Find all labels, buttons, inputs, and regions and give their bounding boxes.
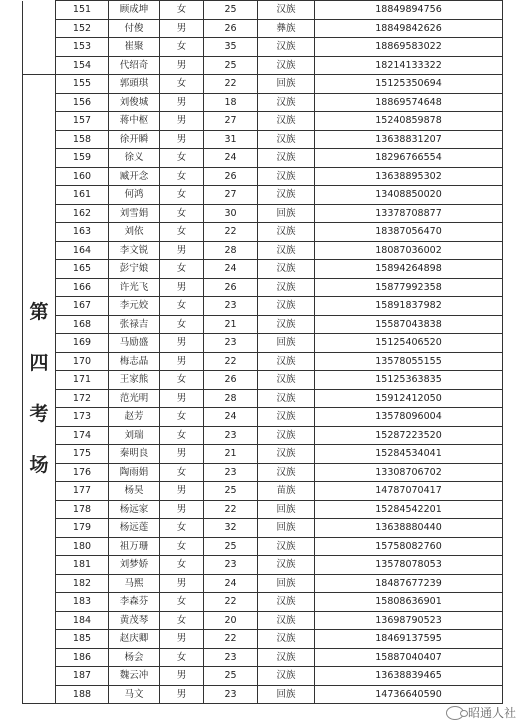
cell-gender: 女 (160, 297, 204, 316)
cell-name: 梅志晶 (109, 352, 160, 371)
cell-age: 35 (204, 38, 258, 57)
cell-gender: 男 (160, 334, 204, 353)
cell-age: 31 (204, 130, 258, 149)
cell-name: 刘雪娟 (109, 204, 160, 223)
table-row (23, 630, 503, 649)
cell-ethnicity: 汉族 (258, 593, 315, 612)
cell-ethnicity: 彝族 (258, 19, 315, 38)
cell-name: 徐义 (109, 149, 160, 168)
cell-phone: 15891837982 (315, 297, 503, 316)
cell-name: 蒋中枢 (109, 112, 160, 131)
cell-gender: 女 (160, 648, 204, 667)
cell-ethnicity: 汉族 (258, 408, 315, 427)
cell-ethnicity: 汉族 (258, 611, 315, 630)
cell-no: 185 (56, 630, 109, 649)
table-row (23, 611, 503, 630)
table-row (23, 315, 503, 334)
cell-name: 秦明良 (109, 445, 160, 464)
cell-age: 23 (204, 297, 258, 316)
cell-age: 23 (204, 426, 258, 445)
table-row (23, 75, 503, 94)
cell-age: 32 (204, 519, 258, 538)
cell-name: 刘瑞 (109, 426, 160, 445)
cell-gender: 男 (160, 685, 204, 704)
table-row (23, 38, 503, 57)
cell-name: 臧开念 (109, 167, 160, 186)
cell-name: 崔聚 (109, 38, 160, 57)
cell-phone: 13578078053 (315, 556, 503, 575)
cell-ethnicity: 汉族 (258, 223, 315, 242)
cell-name: 杨远家 (109, 500, 160, 519)
cell-gender: 女 (160, 1, 204, 20)
cell-no: 183 (56, 593, 109, 612)
cell-ethnicity: 回族 (258, 574, 315, 593)
cell-ethnicity: 汉族 (258, 241, 315, 260)
cell-no: 166 (56, 278, 109, 297)
table-row (23, 112, 503, 131)
cell-phone: 13638839465 (315, 667, 503, 686)
cell-phone: 15125350694 (315, 75, 503, 94)
cell-name: 王家熊 (109, 371, 160, 390)
table-row (23, 130, 503, 149)
cell-name: 赵庆卿 (109, 630, 160, 649)
cell-no: 162 (56, 204, 109, 223)
table-row (23, 537, 503, 556)
cell-age: 30 (204, 204, 258, 223)
table-row (23, 500, 503, 519)
cell-phone: 18087036002 (315, 241, 503, 260)
cell-age: 27 (204, 186, 258, 205)
cell-phone: 15287223520 (315, 426, 503, 445)
table-row (23, 593, 503, 612)
cell-phone: 13308706702 (315, 463, 503, 482)
cell-phone: 13638895302 (315, 167, 503, 186)
exam-room-char: 第 (29, 301, 49, 323)
cell-phone: 15284534041 (315, 445, 503, 464)
table-row (23, 1, 503, 20)
cell-phone: 18296766554 (315, 149, 503, 168)
cell-age: 22 (204, 223, 258, 242)
cell-gender: 男 (160, 574, 204, 593)
table-row (23, 371, 503, 390)
table-row (23, 574, 503, 593)
cell-ethnicity: 汉族 (258, 667, 315, 686)
cell-no: 164 (56, 241, 109, 260)
cell-ethnicity: 回族 (258, 204, 315, 223)
cell-ethnicity: 回族 (258, 500, 315, 519)
cell-name: 何鸿 (109, 186, 160, 205)
cell-ethnicity: 苗族 (258, 482, 315, 501)
exam-room-char: 四 (29, 352, 49, 374)
cell-age: 22 (204, 593, 258, 612)
cell-no: 159 (56, 149, 109, 168)
cell-gender: 女 (160, 204, 204, 223)
cell-ethnicity: 回族 (258, 75, 315, 94)
table-row (23, 260, 503, 279)
cell-gender: 男 (160, 389, 204, 408)
table-row (23, 19, 503, 38)
cell-ethnicity: 汉族 (258, 149, 315, 168)
chat-bubble-icon (446, 706, 464, 720)
table-row (23, 463, 503, 482)
cell-gender: 女 (160, 186, 204, 205)
cell-phone: 15877992358 (315, 278, 503, 297)
cell-ethnicity: 汉族 (258, 371, 315, 390)
cell-phone: 15758082760 (315, 537, 503, 556)
cell-gender: 女 (160, 149, 204, 168)
table-row (23, 685, 503, 704)
cell-gender: 男 (160, 112, 204, 131)
cell-age: 25 (204, 537, 258, 556)
cell-gender: 男 (160, 56, 204, 75)
cell-age: 22 (204, 630, 258, 649)
cell-phone: 13578055155 (315, 352, 503, 371)
cell-age: 24 (204, 149, 258, 168)
cell-gender: 女 (160, 167, 204, 186)
cell-phone: 15912412050 (315, 389, 503, 408)
table-row (23, 482, 503, 501)
table-row (23, 204, 503, 223)
table-row (23, 408, 503, 427)
cell-age: 24 (204, 260, 258, 279)
cell-gender: 男 (160, 352, 204, 371)
cell-phone: 15894264898 (315, 260, 503, 279)
cell-gender: 女 (160, 593, 204, 612)
cell-ethnicity: 汉族 (258, 463, 315, 482)
cell-no: 176 (56, 463, 109, 482)
cell-ethnicity: 汉族 (258, 93, 315, 112)
cell-age: 23 (204, 648, 258, 667)
cell-age: 27 (204, 112, 258, 131)
cell-phone: 15808636901 (315, 593, 503, 612)
cell-name: 杨会 (109, 648, 160, 667)
cell-name: 代绍奇 (109, 56, 160, 75)
exam-roster-table (22, 0, 503, 704)
cell-name: 杨远莲 (109, 519, 160, 538)
cell-phone: 13638831207 (315, 130, 503, 149)
cell-phone: 13578096004 (315, 408, 503, 427)
cell-no: 172 (56, 389, 109, 408)
cell-name: 郭頭琪 (109, 75, 160, 94)
cell-name: 李文锐 (109, 241, 160, 260)
cell-age: 22 (204, 352, 258, 371)
cell-ethnicity: 汉族 (258, 167, 315, 186)
cell-ethnicity: 汉族 (258, 278, 315, 297)
cell-phone: 15125363835 (315, 371, 503, 390)
cell-age: 26 (204, 278, 258, 297)
cell-gender: 女 (160, 537, 204, 556)
cell-gender: 男 (160, 130, 204, 149)
table-row (23, 149, 503, 168)
cell-ethnicity: 汉族 (258, 630, 315, 649)
cell-ethnicity: 汉族 (258, 426, 315, 445)
table-row (23, 648, 503, 667)
cell-ethnicity: 回族 (258, 685, 315, 704)
cell-phone: 18469137595 (315, 630, 503, 649)
table-row (23, 426, 503, 445)
cell-no: 177 (56, 482, 109, 501)
cell-no: 154 (56, 56, 109, 75)
cell-ethnicity: 汉族 (258, 56, 315, 75)
watermark (446, 704, 516, 721)
cell-phone: 15887040407 (315, 648, 503, 667)
cell-no: 165 (56, 260, 109, 279)
cell-name: 李元姣 (109, 297, 160, 316)
cell-ethnicity: 汉族 (258, 352, 315, 371)
cell-no: 178 (56, 500, 109, 519)
cell-no: 186 (56, 648, 109, 667)
cell-name: 马文 (109, 685, 160, 704)
cell-age: 28 (204, 389, 258, 408)
cell-age: 25 (204, 1, 258, 20)
table-row (23, 223, 503, 242)
cell-gender: 女 (160, 315, 204, 334)
cell-no: 151 (56, 1, 109, 20)
cell-no: 180 (56, 537, 109, 556)
cell-gender: 女 (160, 408, 204, 427)
cell-phone: 15125406520 (315, 334, 503, 353)
cell-age: 25 (204, 482, 258, 501)
cell-ethnicity: 汉族 (258, 1, 315, 20)
cell-no: 168 (56, 315, 109, 334)
table-row (23, 297, 503, 316)
table-row (23, 556, 503, 575)
cell-gender: 男 (160, 241, 204, 260)
table-row (23, 167, 503, 186)
cell-name: 徐开瞬 (109, 130, 160, 149)
cell-gender: 男 (160, 482, 204, 501)
table-row (23, 241, 503, 260)
cell-name: 付俊 (109, 19, 160, 38)
cell-gender: 女 (160, 371, 204, 390)
cell-phone: 14736640590 (315, 685, 503, 704)
cell-age: 21 (204, 315, 258, 334)
cell-no: 160 (56, 167, 109, 186)
cell-name: 马熙 (109, 574, 160, 593)
cell-phone: 15240859878 (315, 112, 503, 131)
cell-age: 24 (204, 574, 258, 593)
watermark-text: 昭通人社 (467, 706, 516, 720)
cell-phone: 18849842626 (315, 19, 503, 38)
cell-phone: 18214133322 (315, 56, 503, 75)
table-row (23, 519, 503, 538)
cell-no: 170 (56, 352, 109, 371)
cell-phone: 13378708877 (315, 204, 503, 223)
cell-no: 182 (56, 574, 109, 593)
cell-ethnicity: 回族 (258, 334, 315, 353)
table-row (23, 278, 503, 297)
cell-no: 179 (56, 519, 109, 538)
cell-age: 25 (204, 667, 258, 686)
cell-age: 26 (204, 371, 258, 390)
cell-age: 22 (204, 500, 258, 519)
cell-no: 167 (56, 297, 109, 316)
cell-ethnicity: 汉族 (258, 260, 315, 279)
table-row (23, 445, 503, 464)
cell-name: 张禄吉 (109, 315, 160, 334)
cell-ethnicity: 汉族 (258, 556, 315, 575)
cell-name: 李森芬 (109, 593, 160, 612)
cell-phone: 15587043838 (315, 315, 503, 334)
cell-name: 魏云冲 (109, 667, 160, 686)
cell-gender: 女 (160, 611, 204, 630)
cell-gender: 女 (160, 519, 204, 538)
exam-room-char: 场 (29, 454, 49, 476)
cell-phone: 18849894756 (315, 1, 503, 20)
cell-gender: 男 (160, 278, 204, 297)
cell-gender: 女 (160, 426, 204, 445)
cell-age: 23 (204, 463, 258, 482)
cell-age: 23 (204, 334, 258, 353)
cell-no: 181 (56, 556, 109, 575)
cell-no: 163 (56, 223, 109, 242)
table-row (23, 667, 503, 686)
cell-no: 188 (56, 685, 109, 704)
cell-no: 171 (56, 371, 109, 390)
cell-name: 黄茂琴 (109, 611, 160, 630)
cell-gender: 女 (160, 463, 204, 482)
cell-ethnicity: 汉族 (258, 112, 315, 131)
cell-age: 23 (204, 685, 258, 704)
cell-no: 153 (56, 38, 109, 57)
cell-no: 156 (56, 93, 109, 112)
cell-gender: 男 (160, 500, 204, 519)
table-row (23, 186, 503, 205)
cell-age: 28 (204, 241, 258, 260)
cell-age: 22 (204, 75, 258, 94)
cell-name: 陶雨娟 (109, 463, 160, 482)
table-row (23, 352, 503, 371)
cell-phone: 18487677239 (315, 574, 503, 593)
cell-ethnicity: 汉族 (258, 130, 315, 149)
cell-name: 彭宁娘 (109, 260, 160, 279)
cell-no: 152 (56, 19, 109, 38)
cell-name: 范光明 (109, 389, 160, 408)
cell-gender: 男 (160, 445, 204, 464)
cell-phone: 13638880440 (315, 519, 503, 538)
cell-no: 155 (56, 75, 109, 94)
cell-gender: 男 (160, 19, 204, 38)
cell-ethnicity: 汉族 (258, 315, 315, 334)
cell-ethnicity: 汉族 (258, 38, 315, 57)
cell-gender: 女 (160, 223, 204, 242)
cell-no: 173 (56, 408, 109, 427)
cell-ethnicity: 汉族 (258, 297, 315, 316)
cell-phone: 14787070417 (315, 482, 503, 501)
cell-name: 许光飞 (109, 278, 160, 297)
cell-gender: 女 (160, 38, 204, 57)
table-row (23, 56, 503, 75)
cell-phone: 13698790523 (315, 611, 503, 630)
table-row (23, 334, 503, 353)
cell-no: 174 (56, 426, 109, 445)
cell-age: 20 (204, 611, 258, 630)
cell-name: 刘梦娇 (109, 556, 160, 575)
cell-name: 祖万珊 (109, 537, 160, 556)
cell-phone: 18387056470 (315, 223, 503, 242)
cell-age: 26 (204, 19, 258, 38)
cell-gender: 男 (160, 93, 204, 112)
cell-ethnicity: 汉族 (258, 648, 315, 667)
cell-phone: 18869574648 (315, 93, 503, 112)
cell-gender: 女 (160, 260, 204, 279)
cell-age: 18 (204, 93, 258, 112)
table-row (23, 93, 503, 112)
previous-room-label-cell (23, 1, 56, 75)
cell-phone: 15284542201 (315, 500, 503, 519)
cell-name: 马励盛 (109, 334, 160, 353)
cell-phone: 18869583022 (315, 38, 503, 57)
cell-ethnicity: 汉族 (258, 537, 315, 556)
cell-no: 187 (56, 667, 109, 686)
cell-phone: 13408850020 (315, 186, 503, 205)
cell-ethnicity: 汉族 (258, 186, 315, 205)
cell-name: 赵芳 (109, 408, 160, 427)
cell-age: 25 (204, 56, 258, 75)
cell-no: 161 (56, 186, 109, 205)
cell-no: 184 (56, 611, 109, 630)
cell-age: 21 (204, 445, 258, 464)
cell-ethnicity: 汉族 (258, 389, 315, 408)
cell-age: 23 (204, 556, 258, 575)
cell-age: 24 (204, 408, 258, 427)
cell-no: 158 (56, 130, 109, 149)
cell-name: 顾成坤 (109, 1, 160, 20)
cell-gender: 女 (160, 75, 204, 94)
cell-age: 26 (204, 167, 258, 186)
table-row (23, 389, 503, 408)
cell-gender: 男 (160, 667, 204, 686)
cell-ethnicity: 回族 (258, 519, 315, 538)
cell-no: 157 (56, 112, 109, 131)
cell-name: 杨昊 (109, 482, 160, 501)
exam-room-label (23, 75, 56, 704)
exam-room-char: 考 (29, 403, 49, 425)
cell-ethnicity: 汉族 (258, 445, 315, 464)
cell-no: 169 (56, 334, 109, 353)
cell-gender: 男 (160, 630, 204, 649)
cell-no: 175 (56, 445, 109, 464)
cell-gender: 女 (160, 556, 204, 575)
cell-name: 刘俊城 (109, 93, 160, 112)
cell-name: 刘依 (109, 223, 160, 242)
